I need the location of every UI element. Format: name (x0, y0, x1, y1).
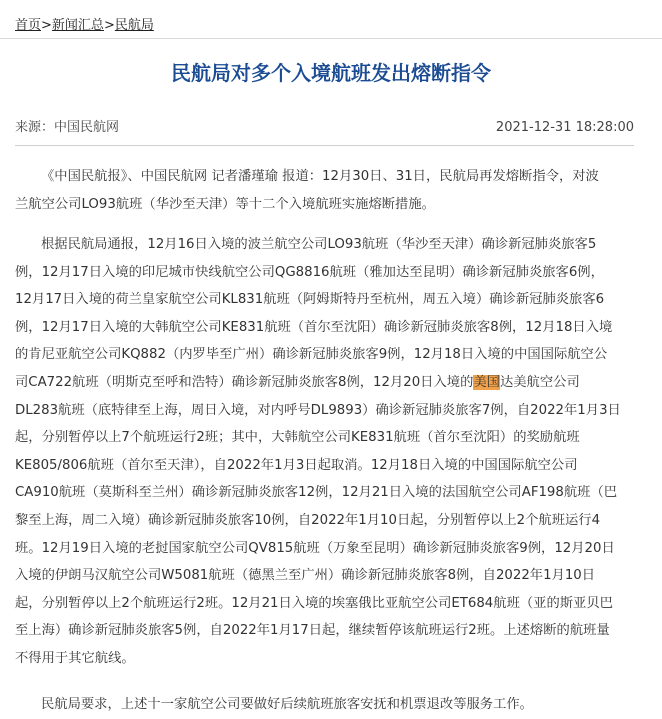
breadcrumb-news-link[interactable]: 新闻汇总 (51, 18, 104, 33)
article-paragraph-1 (15, 163, 642, 218)
paragraph-line: 例，12月17日入境的大韩航空公司KE831航班（首尔至沈阳）确诊新冠肺炎旅客8例，12月18日入境 (15, 319, 613, 335)
paragraph-line: 根据民航局通报，12月16日入境的波兰航空公司LO93航班（华沙至天津）确诊新冠肺炎旅客5 (41, 237, 597, 252)
breadcrumb-section-link[interactable]: 民航局 (114, 18, 154, 33)
paragraph-line: 兰航空公司LO93航班（华沙至天津）等十二个入境航班实施熔断措施。 (15, 196, 435, 212)
paragraph-line: 不得用于其它航线。 (15, 650, 135, 666)
top-divider (0, 38, 662, 39)
article-source: 来源：中国民航网 (15, 120, 120, 135)
highlighted-word: 美国 (473, 374, 500, 390)
paragraph-line: 班。12月19日入境的老挝国家航空公司QV815航班（万象至昆明）确诊新冠肺炎旅客9例，12月20日 (15, 540, 615, 556)
paragraph-line-with-highlight (15, 369, 642, 397)
article-paragraph-2 (15, 231, 642, 673)
paragraph-line: 黎至上海，周二入境）确诊新冠肺炎旅客10例，自2022年1月10日起，分别暂停以上2个航班运行4 (15, 512, 601, 528)
breadcrumb-home-link[interactable]: 首页 (15, 18, 42, 33)
paragraph-line: 至上海）确诊新冠肺炎旅客5例，自2022年1月17日起，继续暂停该航班运行2班。上述熔断的航班量 (15, 623, 610, 639)
paragraph-line: 《中国民航报》、中国民航网 记者潘瑾瑜 报道：12月30日、31日，民航局再发熔断指令，对波 (41, 169, 599, 184)
paragraph-line: 起，分别暂停以上2个航班运行2班。12月21日入境的埃塞俄比亚航空公司ET684航班（亚的斯亚贝巴 (15, 595, 613, 611)
highlight-before-text: 司CA722航班（明斯克至呼和浩特）确诊新冠肺炎旅客8例，12月20日入境的 (15, 374, 474, 390)
breadcrumb-separator: > (103, 18, 115, 33)
article-paragraph-3 (15, 691, 642, 719)
paragraph-line: 民航局要求，上述十一家航空公司要做好后续航班旅客安抚和机票退改等服务工作。 (41, 697, 533, 712)
paragraph-line: 起，分别暂停以上7个航班运行2班；其中，大韩航空公司KE831航班（首尔至沈阳）的奖励航班 (15, 430, 580, 446)
breadcrumb (15, 17, 154, 35)
paragraph-line: CA910航班（莫斯科至兰州）确诊新冠肺炎旅客12例，12月21日入境的法国航空公司AF198航班（巴 (15, 485, 618, 501)
paragraph-line: 12月17日入境的荷兰皇家航空公司KL831航班（阿姆斯特丹至杭州，周五入境）确诊新冠肺炎旅客6 (15, 292, 605, 308)
breadcrumb-separator: > (41, 18, 52, 33)
paragraph-line: 例，12月17日入境的印尼城市快线航空公司QG8816航班（雅加达至昆明）确诊新冠肺炎旅客6例， (15, 264, 604, 280)
article-date: 2021-12-31 18:28:00 (495, 120, 634, 135)
highlight-after-text: 达美航空公司 (499, 374, 580, 390)
paragraph-line: KE805/806航班（首尔至天津），自2022年1月3日起取消。12月18日入境的中国国际航空公司 (15, 457, 578, 473)
paragraph-line: 的肯尼亚航空公司KQ882（内罗毕至广州）确诊新冠肺炎旅客9例，12月18日入境的中国国际航空公 (15, 347, 608, 363)
paragraph-line: DL283航班（底特律至上海，周日入境，对内呼号DL9893）确诊新冠肺炎旅客7例，自2022年1月3日 (15, 402, 621, 418)
article-title: 民航局对多个入境航班发出熔断指令 (171, 61, 491, 85)
meta-divider (15, 145, 634, 146)
paragraph-line: 入境的伊朗马汉航空公司W5081航班（德黑兰至广州）确诊新冠肺炎旅客8例，自2022年1月10日 (15, 568, 596, 584)
